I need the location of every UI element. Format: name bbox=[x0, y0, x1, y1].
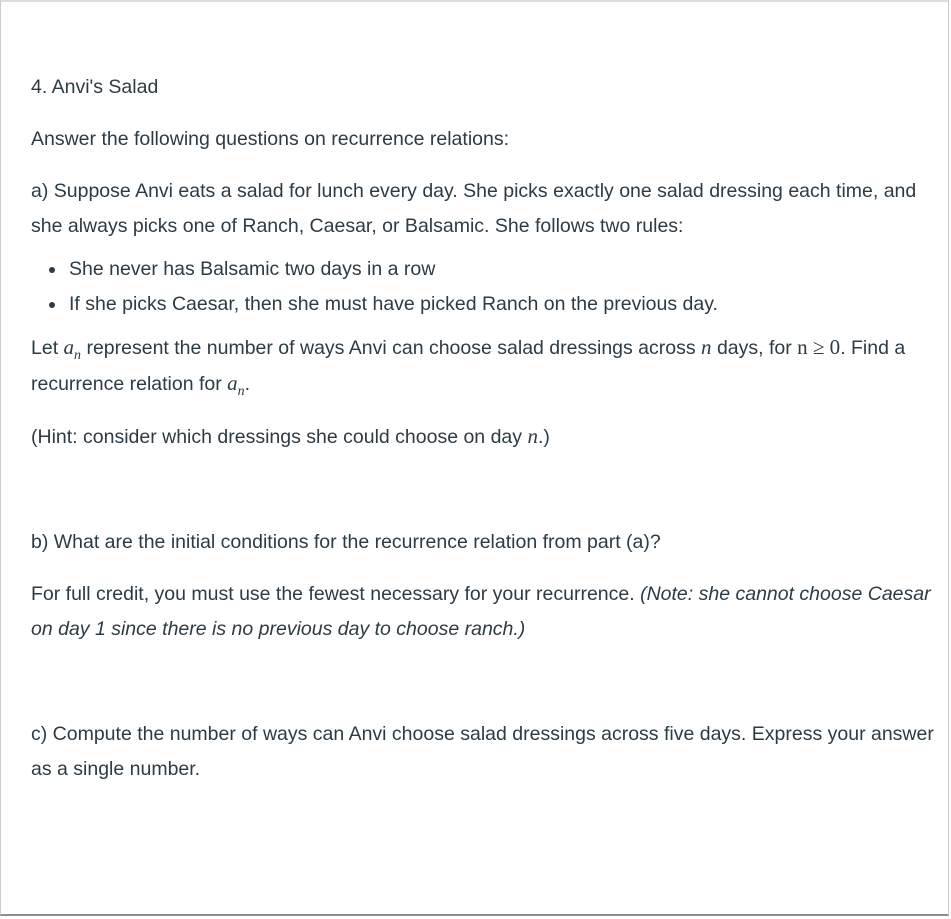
math-a-n: $a_n$ bbox=[63, 335, 82, 364]
part-b-text: For full credit, you must use the fewest necessary for your recurrence. (Note: she cannot choose Caesar on day 1 since there is no previous day to choose ranch.) bbox=[31, 583, 931, 640]
rule-item: • She never has Balsamic two days in a row bbox=[67, 252, 936, 287]
part-c-question: c) Compute the number of ways can Anvi choose salad dressings across five days. Express your answer as a single number. bbox=[31, 723, 934, 780]
math-n: n bbox=[701, 335, 712, 359]
rules-list bbox=[31, 252, 936, 322]
math-condition: n ≥ 0 bbox=[797, 335, 841, 359]
math-a-n: $a_n$ bbox=[227, 371, 245, 400]
part-a-text: a) Suppose Anvi eats a salad for lunch every day. She picks exactly one salad dressing each time, and she always picks one of Ranch, Caesar, or Balsamic. She follows two rules: bbox=[31, 180, 917, 237]
intro-text: Answer the following questions on recurrence relations: bbox=[31, 128, 510, 150]
rule-item: • If she picks Caesar, then she must have picked Ranch on the previous day. bbox=[67, 287, 936, 322]
question-title: 4. Anvi's Salad bbox=[31, 76, 159, 98]
hint-text: (Hint: consider which dressings she could choose on day n.) bbox=[31, 424, 550, 448]
definition-paragraph: Let $a_n$ represent the number of ways Anvi can choose salad dressings across n days, for n ≥ 0. Find a recurrence relation for $a_n$. bbox=[31, 335, 906, 400]
math-n: n bbox=[527, 424, 538, 448]
part-b-note: (Note: she cannot choose Caesar on day 1 since there is no previous day to choose ranch.) bbox=[31, 583, 931, 640]
part-b-question: b) What are the initial conditions for the recurrence relation from part (a)? bbox=[31, 531, 661, 553]
question-content bbox=[31, 70, 936, 787]
